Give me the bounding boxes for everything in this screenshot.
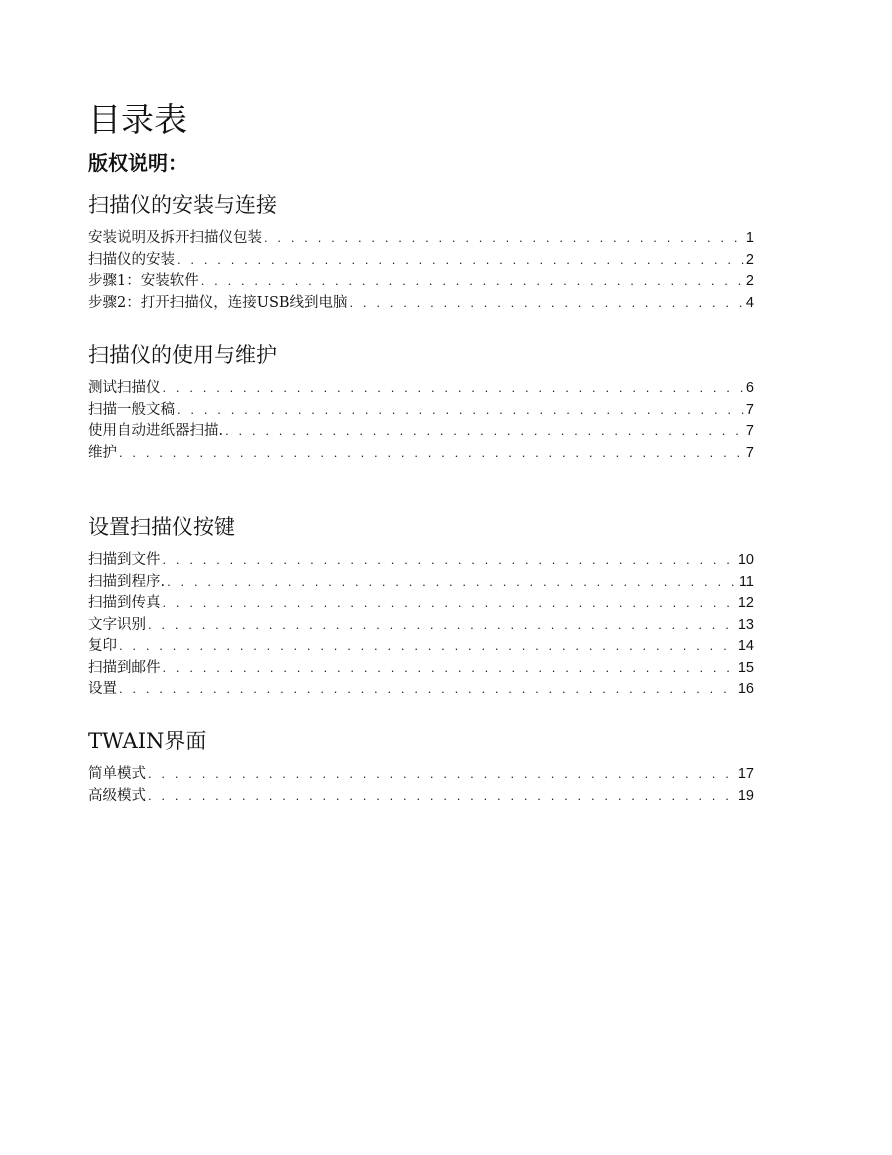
toc-entry-list — [88, 377, 754, 463]
entry-label: 步骤2：打开扫描仪，连接USB线到电脑 — [88, 294, 348, 311]
dot-leader — [148, 614, 736, 636]
entry-page-number: 12 — [737, 595, 754, 611]
entry-label: 复印 — [88, 638, 117, 654]
toc-entry-list — [88, 549, 754, 700]
dot-leader — [148, 785, 736, 807]
entry-label: 步骤1：安装软件 — [88, 273, 199, 289]
entry-page-number: 10 — [737, 552, 754, 568]
entry-page-number: 7 — [745, 401, 754, 418]
toc-entry[interactable] — [88, 420, 754, 442]
toc-entry[interactable] — [88, 227, 754, 249]
entry-page-number: 2 — [745, 273, 754, 289]
entry-page-number: 14 — [737, 638, 754, 654]
entry-page-number: 2 — [745, 251, 754, 268]
dot-leader — [163, 592, 736, 614]
entry-page-number: 7 — [745, 444, 754, 461]
toc-section-button-settings — [88, 514, 754, 700]
toc-entry[interactable] — [88, 592, 754, 614]
dot-leader — [119, 678, 736, 700]
section-title: 设置扫描仪按键 — [88, 515, 235, 539]
entry-page-number: 19 — [737, 787, 754, 804]
entry-page-number: 17 — [737, 766, 754, 782]
toc-entry[interactable] — [88, 292, 754, 314]
toc-entry[interactable] — [88, 270, 754, 292]
entry-label: 测试扫描仪 — [88, 380, 161, 396]
dot-leader — [167, 571, 737, 593]
entry-label: 维护 — [88, 444, 117, 461]
toc-entry[interactable] — [88, 399, 754, 421]
section-title: 扫描仪的使用与维护 — [88, 343, 277, 367]
toc-entry[interactable] — [88, 614, 754, 636]
entry-page-number: 15 — [737, 659, 754, 676]
toc-section-usage-maintenance — [88, 342, 754, 463]
entry-label: 安装说明及拆开扫描仪包装 — [88, 230, 262, 246]
dot-leader — [119, 635, 736, 657]
entry-label: 扫描仪的安装 — [88, 251, 175, 268]
entry-page-number: 13 — [737, 616, 754, 633]
toc-entry[interactable] — [88, 549, 754, 571]
toc-entry-list — [88, 227, 754, 313]
toc-entry[interactable] — [88, 249, 754, 271]
section-title: TWAIN界面 — [88, 729, 207, 753]
entry-label: 扫描到程序. — [88, 573, 166, 590]
entry-page-number: 6 — [745, 380, 754, 396]
toc-entry[interactable] — [88, 635, 754, 657]
toc-entry[interactable] — [88, 657, 754, 679]
toc-entry[interactable] — [88, 442, 754, 464]
toc-entry[interactable] — [88, 678, 754, 700]
entry-label: 简单模式 — [88, 766, 146, 782]
copyright-heading: 版权说明： — [88, 151, 188, 175]
toc-section-twain — [88, 728, 754, 806]
toc-entry[interactable] — [88, 763, 754, 785]
toc-entry[interactable] — [88, 785, 754, 807]
entry-label: 扫描到传真 — [88, 595, 161, 611]
entry-label: 高级模式 — [88, 787, 146, 804]
entry-label: 扫描一般文稿 — [88, 401, 175, 418]
dot-leader — [201, 270, 744, 292]
dot-leader — [177, 399, 744, 421]
toc-entry[interactable] — [88, 377, 754, 399]
entry-label: 文字识别 — [88, 616, 146, 633]
toc-title: 目录表 — [88, 100, 187, 139]
dot-leader — [148, 763, 736, 785]
dot-leader — [350, 292, 744, 314]
toc-section-installation — [88, 192, 754, 313]
entry-label: 使用自动进纸器扫描. — [88, 423, 224, 439]
entry-page-number: 7 — [745, 423, 754, 439]
dot-leader — [177, 249, 744, 271]
dot-leader — [264, 227, 744, 249]
entry-label: 扫描到邮件 — [88, 659, 161, 676]
entry-label: 设置 — [88, 681, 117, 697]
entry-page-number: 1 — [745, 230, 754, 246]
dot-leader — [163, 657, 736, 679]
entry-page-number: 11 — [738, 573, 754, 590]
entry-page-number: 16 — [737, 681, 754, 697]
dot-leader — [225, 420, 744, 442]
dot-leader — [163, 549, 736, 571]
section-title: 扫描仪的安装与连接 — [88, 193, 277, 217]
dot-leader — [163, 377, 744, 399]
toc-entry-list — [88, 763, 754, 806]
toc-entry[interactable] — [88, 571, 754, 593]
entry-label: 扫描到文件 — [88, 552, 161, 568]
entry-page-number: 4 — [745, 294, 754, 311]
dot-leader — [119, 442, 744, 464]
